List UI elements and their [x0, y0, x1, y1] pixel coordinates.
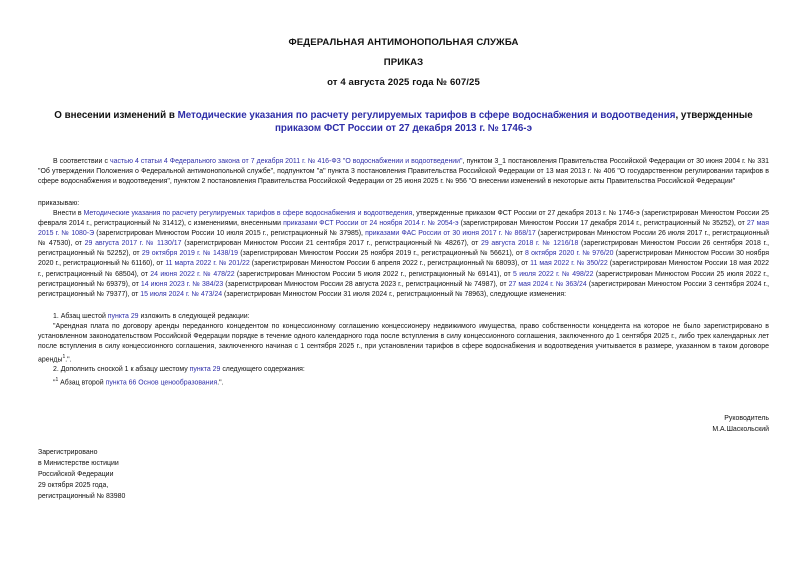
- item1-text-2: изложить в следующей редакции:: [138, 313, 250, 320]
- doc-date-number: от 4 августа 2025 года № 607/25: [327, 77, 480, 88]
- registration-line-5: регистрационный № 83980: [38, 493, 126, 500]
- preamble-text-2: , пунктом 3_1 постановления Правительства Российской Федерации от 30 июня 2004 г. № 331 "Об утверждении Положения о Федеральной антимонопольной службе", подпунктом "а" пункта 3 постановления Правительства Российской Федерации от 13 мая 2013 г. № 406 "О государственном регулировании тарифов в сфере водоснабжения и водоотведения", пунктом 2 постановления Правительства Российской Федерации от 25 июня 2025 г. № 956 "О внесении изменений в некоторые акты Правительства Российской Федерации": [38, 158, 769, 186]
- preamble-link-law[interactable]: частью 4 статьи 4 Федерального закона от 7 декабря 2011 г. № 416-ФЗ "О водоснабжении и водоотведении": [109, 158, 463, 165]
- item1-quote-end: .".: [65, 356, 72, 364]
- main-text: (зарегистрирован Минюстом России 17 декабря 2014 г., регистрационный № 35252), от: [458, 220, 747, 228]
- agency-name: ФЕДЕРАЛЬНАЯ АНТИМОНОПОЛЬНАЯ СЛУЖБА: [288, 37, 519, 48]
- main-text: (зарегистрирован Минюстом России 3 сентября 2024 г., регистрационный № 79377), от: [38, 280, 770, 298]
- preamble-text-1: В соответствии с: [53, 158, 110, 165]
- registration-line-2: в Министерстве юстиции: [38, 460, 119, 467]
- signature-position: Руководитель: [724, 415, 769, 422]
- item-1: [53, 312, 250, 322]
- main-text: (зарегистрирован Минюстом России 30 ноября 2020 г., регистрационный № 61160), от: [38, 250, 770, 268]
- item1-link-point-29[interactable]: пункта 29: [107, 313, 139, 320]
- item-1-quote: [38, 322, 769, 366]
- main-link[interactable]: 8 октября 2020 г. № 976/20: [525, 250, 614, 258]
- footnote-quote-open: ": [53, 379, 56, 387]
- registration-line-3: Российской Федерации: [38, 471, 114, 478]
- page-title: [40, 109, 767, 135]
- main-text: , утвержденные приказом ФСТ России от 27 декабря 2013 г. № 1746-э (зарегистрирован Минюстом России 25 февраля 2014 г., регистрационный № 31412), с изменениями, внесенными: [38, 210, 770, 228]
- main-text: (зарегистрирован Минюстом России 26 июля 2017 г., регистрационный № 47530), от: [38, 230, 770, 248]
- main-link[interactable]: 15 июля 2024 г. № 473/24: [140, 290, 223, 298]
- main-paragraph: [38, 209, 769, 300]
- main-link[interactable]: 29 августа 2017 г. № 1130/17: [84, 240, 182, 248]
- signature-name: М.А.Шаскольский: [712, 426, 769, 433]
- main-link[interactable]: 11 мая 2022 г. № 350/22: [530, 260, 608, 268]
- footnote-marker: 1: [62, 354, 66, 361]
- item1-quote-text: "Арендная плата по договору аренды переданного концедентом по концессионному соглашению концессионеру недвижимого имущества, право собственности концедента на которое не было зарегистрировано в установленном законодательством Российской Федерации порядке в течение одного календарного года после вступления в силу концессионного соглашения, заключенного до 1 сентября 2025 г., либо трех календарных лет после вступления в силу концессионного соглашения, заключенного начиная с 1 сентября 2025 г., при установлении тарифов в сфере водоснабжения и водоотведения учитывается в размере, указанном в таком договоре аренды: [38, 323, 769, 364]
- title-text-2: , утвержденные: [675, 110, 753, 121]
- item2-text-1: 2. Дополнить сноской 1 к абзацу шестому: [53, 366, 190, 373]
- main-link[interactable]: 27 мая 2024 г. № 363/24: [508, 280, 587, 288]
- prikazyvayu-text: приказываю:: [38, 200, 80, 207]
- item2-text-2: следующего содержания:: [220, 366, 305, 373]
- doc-type: ПРИКАЗ: [383, 57, 424, 68]
- main-text: (зарегистрирован Минюстом России 5 июля 2022 г., регистрационный № 69141), от: [234, 270, 513, 278]
- preamble-paragraph: [38, 157, 769, 187]
- main-text: (зарегистрирован Минюстом России 26 сентября 2018 г., регистрационный № 52252), от: [38, 240, 770, 258]
- main-link[interactable]: 5 июля 2022 г. № 498/22: [512, 270, 594, 278]
- main-text: (зарегистрирован Минюстом России 18 мая 2022 г., регистрационный № 68504), от: [38, 260, 770, 278]
- footnote-link-osnovy[interactable]: пункта 66 Основ ценообразования: [105, 379, 218, 387]
- item2-link-point-29[interactable]: пункта 29: [189, 366, 221, 373]
- title-link-fst-order[interactable]: приказом ФСТ России от 27 декабря 2013 г. № 1746-э: [275, 123, 532, 134]
- main-link[interactable]: 29 августа 2018 г. № 1216/18: [480, 240, 579, 248]
- main-link[interactable]: Методические указания по расчету регулируемых тарифов в сфере водоснабжения и водоотведения: [83, 210, 413, 217]
- item-2: [53, 365, 305, 375]
- main-link[interactable]: 24 июня 2022 г. № 478/22: [150, 270, 235, 278]
- main-text: (зарегистрирован Минюстом России 21 сентября 2017 г., регистрационный № 48267), от: [181, 240, 481, 248]
- main-text: (зарегистрирован Минюстом России 28 августа 2023 г., регистрационный № 74987), от: [223, 280, 509, 288]
- main-text: (зарегистрирован Минюстом России 25 ноября 2019 г., регистрационный № 56621), от: [238, 250, 526, 258]
- title-text-1: О внесении изменений в: [54, 110, 178, 121]
- item-2-footnote: [53, 375, 224, 388]
- main-link[interactable]: 29 октября 2019 г. № 1438/19: [141, 250, 239, 258]
- registration-line-1: Зарегистрировано: [38, 449, 98, 456]
- main-text: (зарегистрирован Минюстом России 25 июля 2022 г., регистрационный № 69379), от: [38, 270, 769, 288]
- main-text: (зарегистрирован Минюстом России 6 апреля 2022 г., регистрационный № 68093), от: [249, 260, 531, 268]
- main-text: (зарегистрирован Минюстом России 31 июля 2024 г., регистрационный № 78963), следующие изменения:: [222, 290, 567, 298]
- main-link[interactable]: 11 марта 2022 г. № 201/22: [165, 260, 250, 268]
- footnote-end: .".: [217, 379, 224, 387]
- item1-text-1: 1. Абзац шестой: [53, 313, 108, 320]
- main-link[interactable]: 27 мая 2015 г. № 1080-Э: [38, 220, 769, 238]
- footnote-marker: 1: [55, 377, 59, 383]
- main-link[interactable]: приказами ФСТ России от 24 ноября 2014 г. № 2054-э: [283, 220, 459, 228]
- main-text: (зарегистрирован Минюстом России 10 июля 2015 г., регистрационный № 37985),: [94, 230, 366, 238]
- main-text: Внести в: [53, 210, 84, 217]
- main-link[interactable]: 14 июня 2023 г. № 384/23: [140, 280, 224, 288]
- footnote-text: Абзац второй: [58, 379, 106, 387]
- registration-line-4: 29 октября 2025 года,: [38, 482, 109, 489]
- main-link[interactable]: приказами ФАС России от 30 июня 2017 г. № 868/17: [365, 230, 536, 238]
- title-link-guidelines[interactable]: Методические указания по расчету регулируемых тарифов в сфере водоснабжения и водоотведения: [177, 110, 676, 121]
